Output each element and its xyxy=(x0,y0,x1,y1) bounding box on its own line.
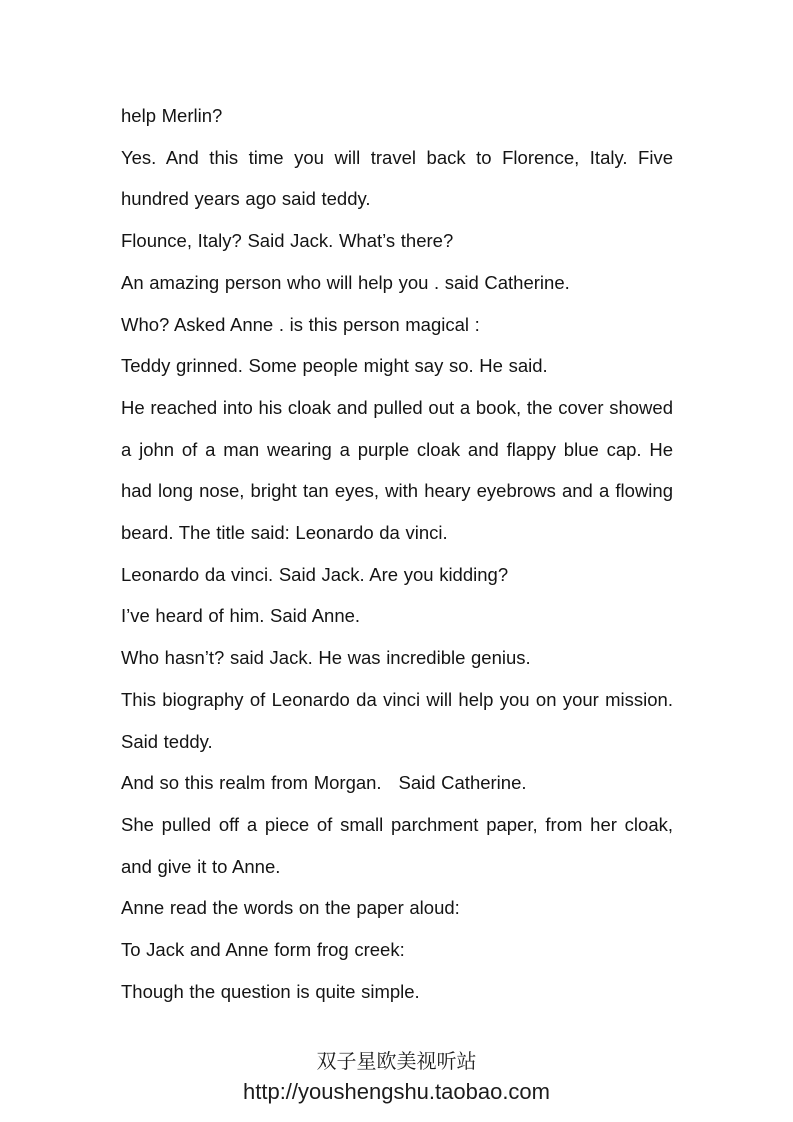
paragraph: She pulled off a piece of small parchment paper, from her cloak, and give it to Anne. xyxy=(121,813,673,877)
paragraph: Flounce, Italy? Said Jack. What’s there? xyxy=(121,230,454,252)
paragraph: To Jack and Anne form frog creek: xyxy=(121,939,405,961)
paragraph: Teddy grinned. Some people might say so. He said. xyxy=(121,355,548,377)
footer-site-name: 双子星欧美视听站 xyxy=(316,1051,477,1073)
paragraph: This biography of Leonardo da vinci will help you on your mission. Said teddy. xyxy=(121,688,673,752)
paragraph: An amazing person who will help you . said Catherine. xyxy=(121,271,570,293)
page-footer xyxy=(0,1048,793,1106)
paragraph: Leonardo da vinci. Said Jack. Are you kidding? xyxy=(121,563,509,585)
paragraph: help Merlin? xyxy=(121,105,223,126)
paragraph: And so this realm from Morgan. Said Catherine. xyxy=(121,772,527,794)
paragraph: Who? Asked Anne . is this person magical : xyxy=(121,313,480,335)
paragraph: Yes. And this time you will travel back to Florence, Italy. Five hundred years ago said teddy. xyxy=(121,146,673,210)
paragraph: I’ve heard of him. Said Anne. xyxy=(121,605,361,627)
footer-url: http://youshengshu.taobao.com xyxy=(243,1079,550,1104)
paragraph: Who hasn’t? said Jack. He was incredible genius. xyxy=(121,647,531,669)
paragraph: Though the question is quite simple. xyxy=(121,980,420,1002)
paragraph: Anne read the words on the paper aloud: xyxy=(121,897,460,919)
paragraph: He reached into his cloak and pulled out a book, the cover showed a john of a man wearing a purple cloak and flappy blue cap. He had long nose, bright tan eyes, with heary eyebrows and a flowing beard. The title said: Leonardo da vinci. xyxy=(121,396,673,544)
